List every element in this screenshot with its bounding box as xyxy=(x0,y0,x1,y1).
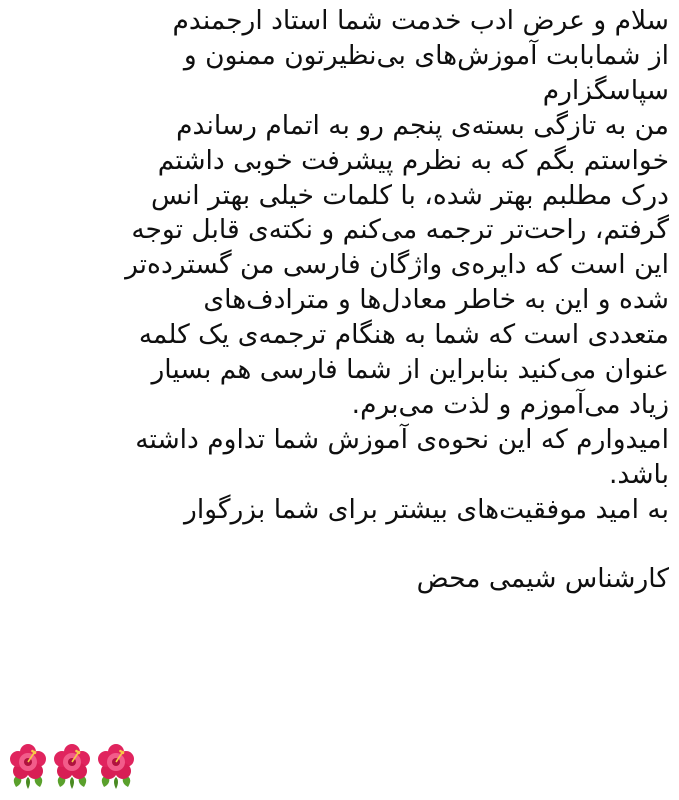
hibiscus-icon xyxy=(52,743,92,791)
emoji-row xyxy=(8,743,136,793)
message-text xyxy=(10,4,669,597)
message-line: عنوان می‌کنید بنابراین از شما فارسی هم بسیار xyxy=(151,354,669,386)
message-line: گرفتم، راحت‌تر ترجمه می‌کنم و نکته‌ی قابل توجه xyxy=(131,214,669,246)
message-line: من به تازگی بسته‌ی پنجم رو به اتمام رساندم xyxy=(176,109,669,141)
message-line: زیاد می‌آموزم و لذت می‌برم. xyxy=(351,388,669,420)
message-line: شده و این به خاطر معادل‌ها و مترادف‌های xyxy=(203,284,669,316)
message-line: خواستم بگم که به نظرم پیشرفت خوبی داشتم xyxy=(157,144,669,176)
message-line: امیدوارم که این نحوه‌ی آموزش شما تداوم داشته xyxy=(135,423,669,455)
message-line: سپاسگزارم xyxy=(542,74,669,106)
message-line: به امید موفقیت‌های بیشتر برای شما بزرگوار xyxy=(184,493,669,525)
hibiscus-icon xyxy=(8,743,48,791)
message-line: سلام و عرض ادب خدمت شما استاد ارجمندم xyxy=(172,5,669,36)
signature: کارشناس شیمی محض xyxy=(416,563,669,595)
hibiscus-icon xyxy=(96,743,136,791)
message-line: باشد. xyxy=(609,458,669,490)
message-line: متعددی است که شما به هنگام ترجمه‌ی یک کلمه xyxy=(138,319,669,351)
message-line: از شمابابت آموزش‌های بی‌نظیرتون ممنون و xyxy=(183,39,669,71)
message-line: این است که دایره‌ی واژگان فارسی من گسترده‌تر xyxy=(125,249,669,281)
message-line: درک مطلبم بهتر شده، با کلمات خیلی بهتر انس xyxy=(151,179,669,211)
blank-line xyxy=(10,528,669,563)
